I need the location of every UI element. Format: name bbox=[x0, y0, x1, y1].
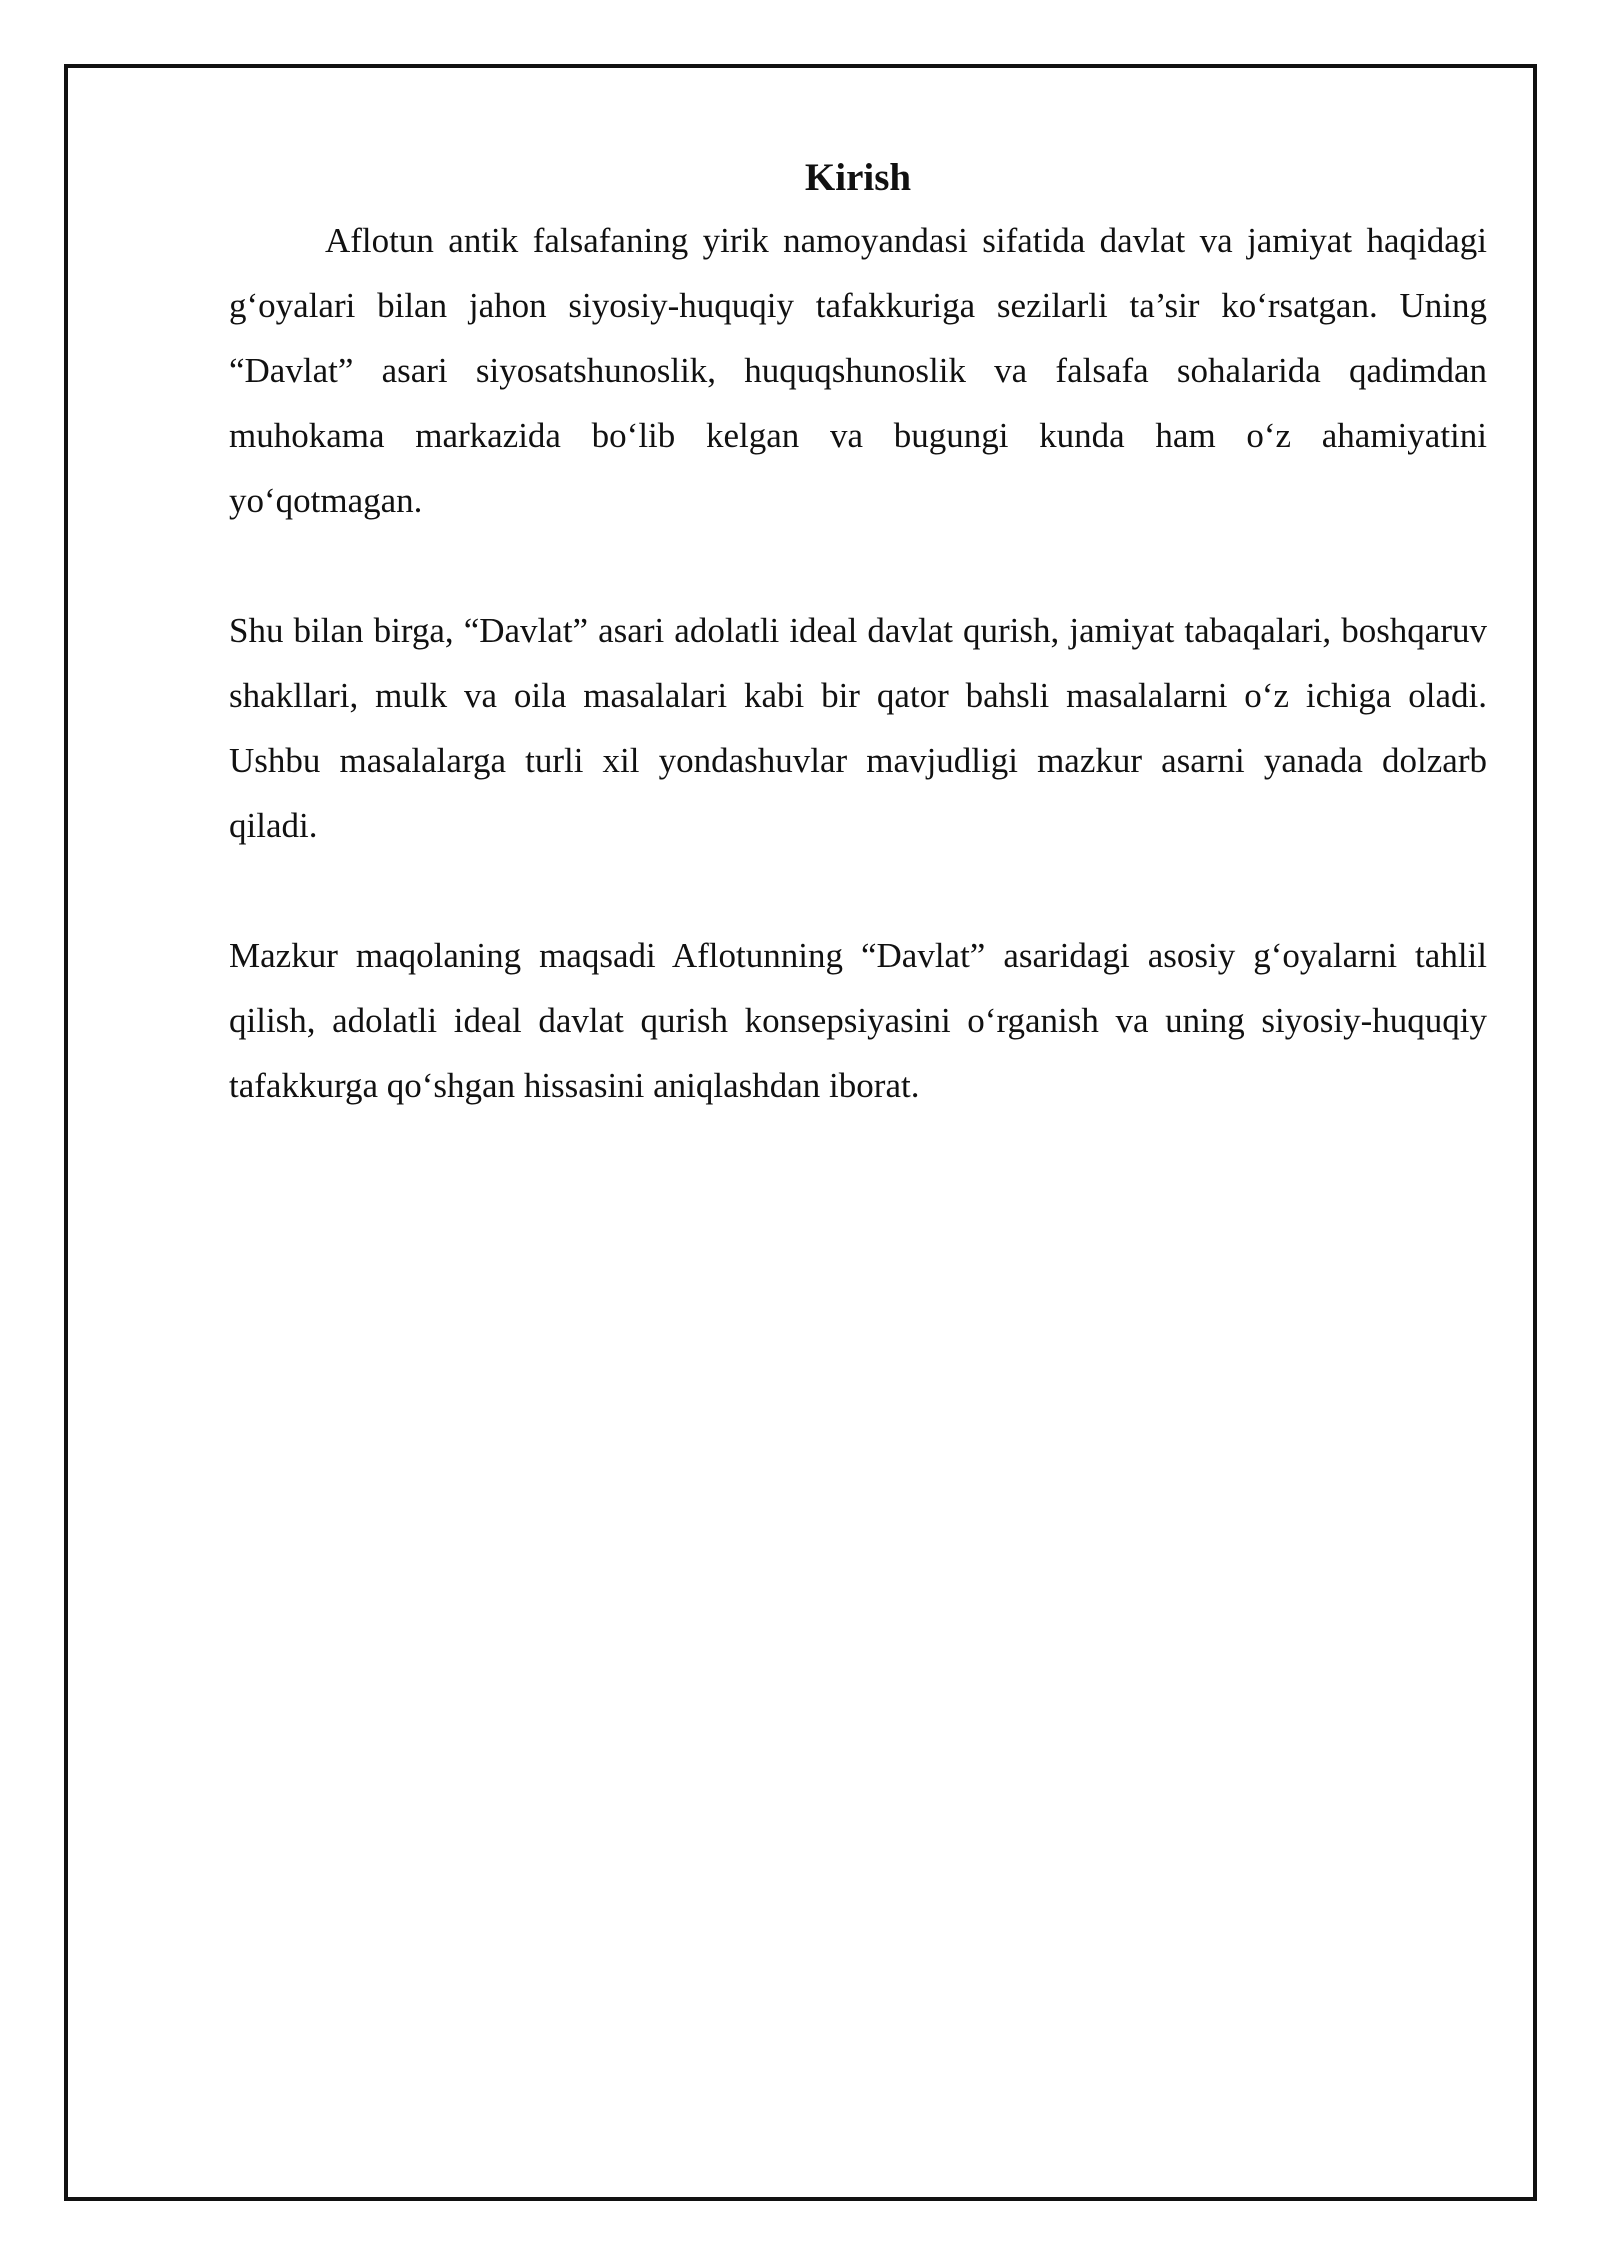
paragraph-3: Mazkur maqolaning maqsadi Aflotunning “Davlat” asaridagi asosiy g‘oyalarni tahlil qilish, adolatli ideal davlat qurish konsepsiyasini o‘rganish va uning siyosiy-huquqiy tafakkurga qo‘shgan hissasini aniqlashdan iborat. bbox=[229, 936, 1487, 1105]
paragraph-spacer bbox=[229, 533, 1487, 598]
document-title: Kirish bbox=[804, 156, 912, 199]
document-body bbox=[229, 150, 1487, 1118]
paragraph-1: Aflotun antik falsafaning yirik namoyandasi sifatida davlat va jamiyat haqidagi g‘oyalari bilan jahon siyosiy-huquqiy tafakkuriga sezilarli ta’sir ko‘rsatgan. Uning “Davlat” asari siyosatshunoslik, huquqshunoslik va falsafa sohalarida qadimdan muhokama markazida bo‘lib kelgan va bugungi kunda ham o‘z ahamiyatini yo‘qotmagan. bbox=[229, 221, 1487, 520]
paragraph-spacer bbox=[229, 858, 1487, 923]
paragraph-2: Shu bilan birga, “Davlat” asari adolatli ideal davlat qurish, jamiyat tabaqalari, boshqaruv shakllari, mulk va oila masalalari kabi bir qator bahsli masalalarni o‘z ichiga oladi. Ushbu masalalarga turli xil yondashuvlar mavjudligi mazkur asarni yanada dolzarb qiladi. bbox=[229, 611, 1487, 845]
